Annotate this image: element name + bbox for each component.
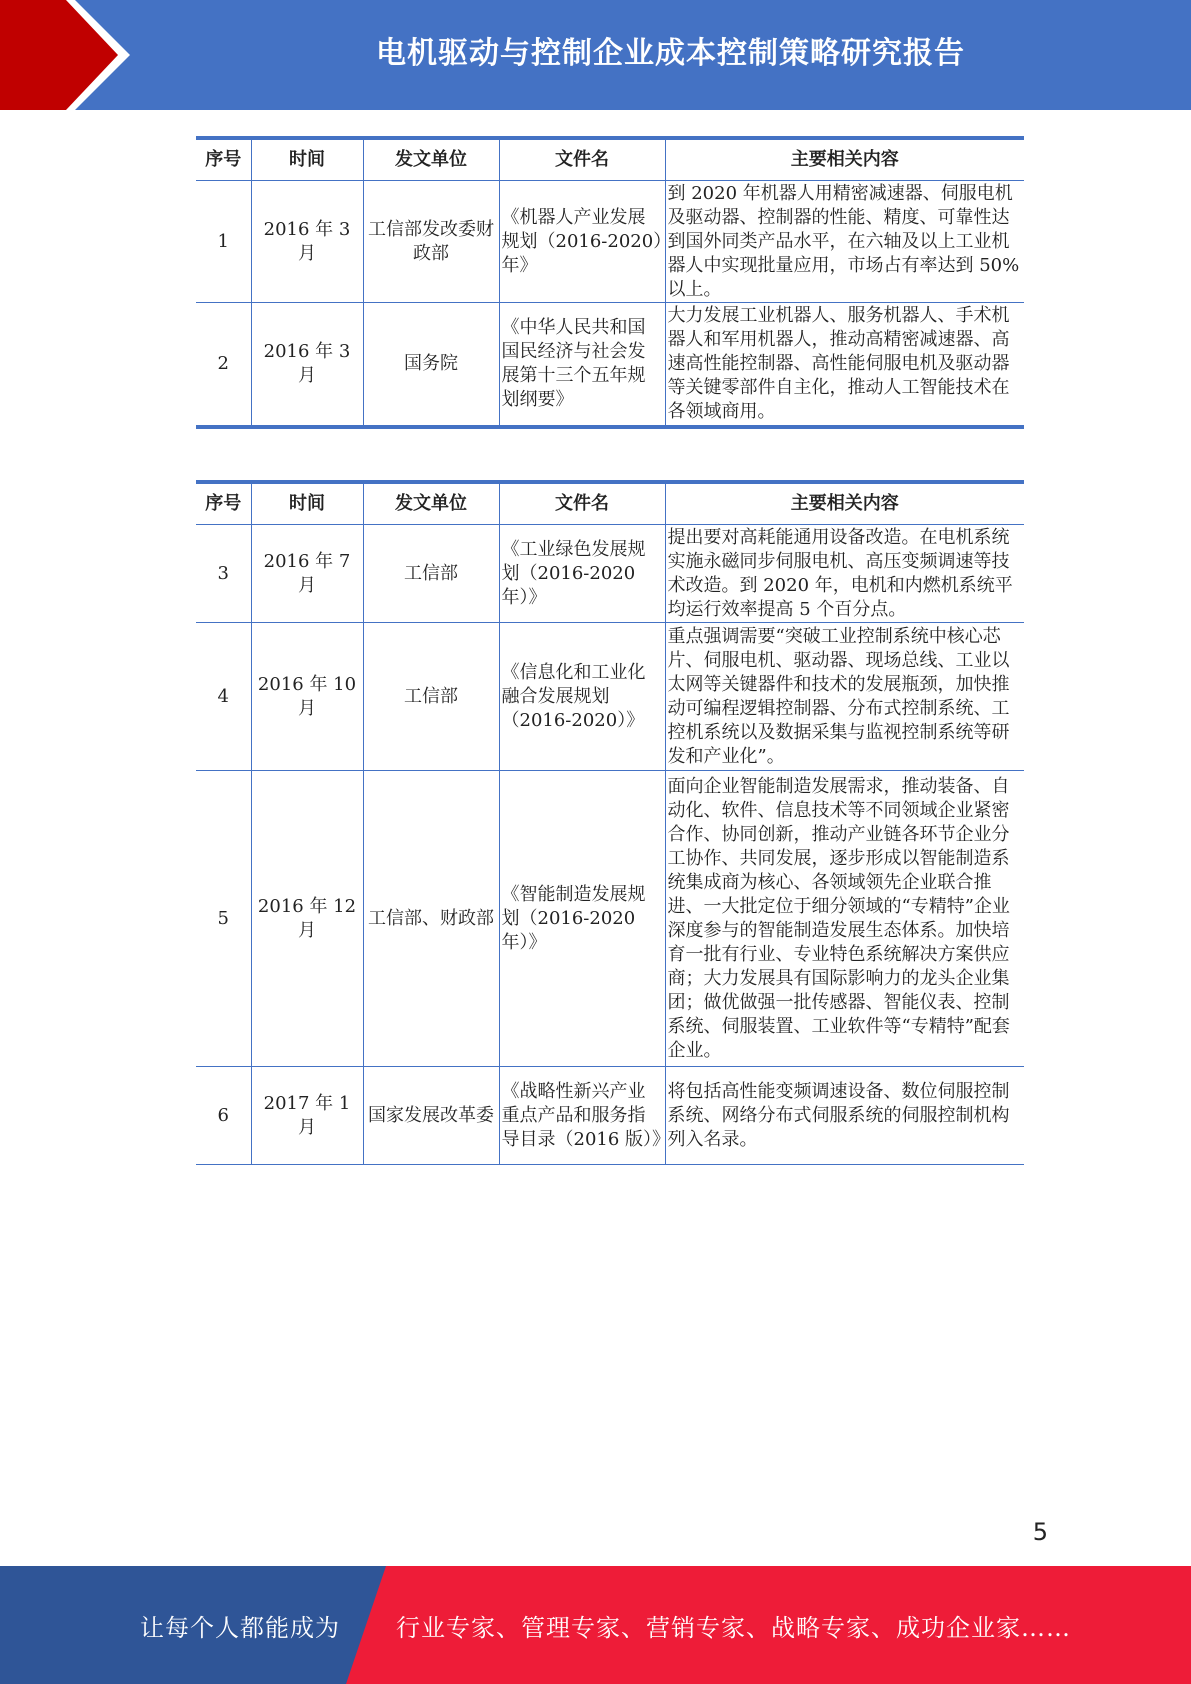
row-time: 2017 年 1 月 xyxy=(251,1067,363,1165)
policy-table-1 xyxy=(196,136,1024,429)
header-index: 序号 xyxy=(196,138,251,181)
row-issuer: 工信部、财政部 xyxy=(363,771,499,1067)
row-document: 《中华人民共和国国民经济与社会发展第十三个五年规划纲要》 xyxy=(499,303,665,427)
row-document: 《信息化和工业化融合发展规划（2016-2020）》 xyxy=(499,623,665,771)
table-row xyxy=(196,771,1024,1067)
header-content: 主要相关内容 xyxy=(665,138,1024,181)
row-time: 2016 年 12 月 xyxy=(251,771,363,1067)
table-row xyxy=(196,181,1024,303)
header-document: 文件名 xyxy=(499,138,665,181)
row-content: 到 2020 年机器人用精密减速器、伺服电机及驱动器、控制器的性能、精度、可靠性达到国外同类产品水平，在六轴及以上工业机器人中实现批量应用，市场占有率达到 50%以上。 xyxy=(665,181,1024,303)
page-number: 5 xyxy=(1032,1518,1048,1546)
table-row xyxy=(196,1067,1024,1165)
table-header-row xyxy=(196,482,1024,525)
row-document: 《机器人产业发展规划（2016-2020）年》 xyxy=(499,181,665,303)
row-issuer: 工信部 xyxy=(363,525,499,623)
page-title: 电机驱动与控制企业成本控制策略研究报告 xyxy=(376,36,965,71)
row-issuer: 国务院 xyxy=(363,303,499,427)
row-document: 《工业绿色发展规划（2016-2020 年）》 xyxy=(499,525,665,623)
footer-slogan-right: 行业专家、管理专家、营销专家、战略专家、成功企业家…… xyxy=(396,1613,1071,1642)
row-content: 重点强调需要“突破工业控制系统中核心芯片、伺服电机、驱动器、现场总线、工业以太网等关键器件和技术的发展瓶颈，加快推动可编程逻辑控制器、分布式控制系统、工控机系统以及数据采集与监视控制系统等研发和产业化”。 xyxy=(665,623,1024,771)
page-header xyxy=(0,0,1191,110)
row-content: 将包括高性能变频调速设备、数位伺服控制系统、网络分布式伺服系统的伺服控制机构列入名录。 xyxy=(665,1067,1024,1165)
row-issuer: 工信部 xyxy=(363,623,499,771)
header-issuer: 发文单位 xyxy=(363,138,499,181)
header-time: 时间 xyxy=(251,482,363,525)
row-index: 4 xyxy=(196,623,251,771)
row-content: 大力发展工业机器人、服务机器人、手术机器人和军用机器人，推动高精密减速器、高速高性能控制器、高性能伺服电机及驱动器等关键零部件自主化，推动人工智能技术在各领域商用。 xyxy=(665,303,1024,427)
row-issuer: 工信部发改委财政部 xyxy=(363,181,499,303)
header-document: 文件名 xyxy=(499,482,665,525)
row-index: 6 xyxy=(196,1067,251,1165)
header-issuer: 发文单位 xyxy=(363,482,499,525)
header-chevron-decoration xyxy=(0,0,150,110)
footer-slogan-left: 让每个人都能成为 xyxy=(140,1613,340,1642)
row-content: 面向企业智能制造发展需求，推动装备、自动化、软件、信息技术等不同领域企业紧密合作、协同创新，推动产业链各环节企业分工协作、共同发展，逐步形成以智能制造系统集成商为核心、各领域领先企业联合推进、一大批定位于细分领域的“专精特”企业深度参与的智能制造发展生态体系。加快培育一批有行业、专业特色系统解决方案供应商；大力发展具有国际影响力的龙头企业集团；做优做强一批传感器、智能仪表、控制系统、伺服装置、工业软件等“专精特”配套企业。 xyxy=(665,771,1024,1067)
header-time: 时间 xyxy=(251,138,363,181)
row-index: 5 xyxy=(196,771,251,1067)
row-index: 2 xyxy=(196,303,251,427)
header-index: 序号 xyxy=(196,482,251,525)
row-time: 2016 年 7 月 xyxy=(251,525,363,623)
row-document: 《战略性新兴产业重点产品和服务指导目录（2016 版）》 xyxy=(499,1067,665,1165)
policy-table-2 xyxy=(196,480,1024,1165)
row-time: 2016 年 3 月 xyxy=(251,303,363,427)
row-time: 2016 年 10 月 xyxy=(251,623,363,771)
table-row xyxy=(196,525,1024,623)
row-time: 2016 年 3 月 xyxy=(251,181,363,303)
table-row xyxy=(196,303,1024,427)
row-content: 提出要对高耗能通用设备改造。在电机系统实施永磁同步伺服电机、高压变频调速等技术改造。到 2020 年，电机和内燃机系统平均运行效率提高 5 个百分点。 xyxy=(665,525,1024,623)
row-index: 3 xyxy=(196,525,251,623)
table-header-row xyxy=(196,138,1024,181)
row-index: 1 xyxy=(196,181,251,303)
table-row xyxy=(196,623,1024,771)
page-footer xyxy=(0,1566,1191,1684)
header-content: 主要相关内容 xyxy=(665,482,1024,525)
row-document: 《智能制造发展规划（2016-2020 年）》 xyxy=(499,771,665,1067)
row-issuer: 国家发展改革委 xyxy=(363,1067,499,1165)
